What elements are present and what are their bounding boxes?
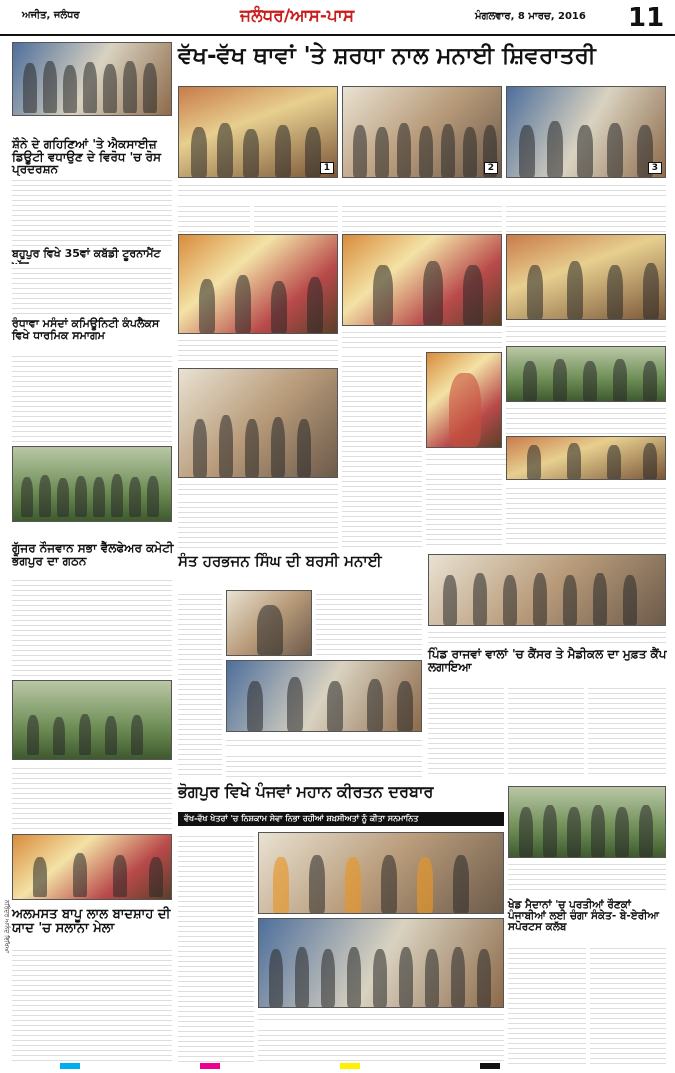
headline-barsi: ਸੰਤ ਹਰਭਜਨ ਸਿੰਘ ਦੀ ਬਰਸੀ ਮਨਾਈ: [178, 552, 382, 570]
shivratri-article-i: [506, 484, 666, 548]
shivratri-photo-7-caption: [178, 480, 338, 496]
left-article-mela: [12, 946, 172, 1064]
kirtan-photo-2: [258, 918, 504, 1008]
left-headline-gujjar: ਗੁੱਜਰ ਨੌਜਵਾਨ ਸਭਾ ਵੈੱਲਫੇਅਰ ਕਮੇਟੀ ਭੋਗਪੁਰ ਦਾ ਗਠਨ: [12, 541, 174, 568]
kirtan-photo-caption: [258, 1010, 504, 1024]
shivratri-article-c: [342, 202, 502, 232]
left-top-photo: [12, 42, 172, 116]
kirtan-subband: ਵੱਖ-ਵੱਖ ਖੇਤਰਾਂ 'ਚ ਨਿਸ਼ਕਾਮ ਸੇਵਾ ਨਿਭਾ ਰਹੀਆਂ ਸ਼ਖ਼ਸੀਅਤਾਂ ਨੂੰ ਕੀਤਾ ਸਨਮਾਨਿਤ: [178, 812, 504, 826]
shivratri-photo-5-caption: [342, 328, 502, 348]
shivratri-photo-3: 3: [506, 86, 666, 178]
left-photo-tournament-caption: [12, 764, 172, 830]
shivratri-photo-7: [178, 368, 338, 478]
headline-kirtan: ਭੋਗਪੁਰ ਵਿਖੇ ਪੰਜਵਾਂ ਮਹਾਨ ਕੀਰਤਨ ਦਰਬਾਰ: [178, 782, 434, 801]
shivratri-photo-1: 1: [178, 86, 338, 178]
sports-photo-caption: [508, 860, 666, 894]
left-article-excise: [12, 176, 172, 246]
registration-mark-yellow: [340, 1063, 360, 1069]
kirtan-article-a: [178, 832, 254, 1064]
shivratri-article-b: [254, 202, 338, 232]
barsi-photo-1: [226, 590, 312, 656]
left-article-randhawa: [12, 352, 172, 442]
barsi-article-c: [226, 752, 422, 778]
headline-camp: ਪਿੰਡ ਰਾਜਵਾਂ ਵਾਲਾਂ 'ਚ ਕੈਂਸਰ ਤੇ ਮੈਡੀਕਲ ਦਾ ਮੁਫ਼ਤ ਕੈਂਪ ਲਗਾਇਆ: [428, 647, 667, 674]
shivratri-photo-9: [506, 436, 666, 480]
side-strip: ਨਰਿੰਦਰ ਆਨੰਦ ਵਿਖਿਆ: [3, 900, 10, 954]
shivratri-photo-8: [506, 346, 666, 402]
registration-mark-cyan: [60, 1063, 80, 1069]
headline-sports: ਖੇਡ ਮੈਦਾਨਾਂ 'ਚ ਪਰਤੀਆਂ ਰੌਣਕਾਂ ਪੰਜਾਬੀਆਂ ਲਈ ਚੰਗਾ ਸੰਕੇਤ- ਬੇ-ਏਰੀਆ ਸਪੋਰਟਸ ਕਲੱਬ: [508, 899, 659, 934]
left-photo-gathering: [12, 446, 172, 522]
left-headline-excise: ਸ਼ੌਨੇ ਦੇ ਗਹਿਣਿਆਂ 'ਤੇ ਐਕਸਾਈਜ਼ ਡਿਊਟੀ ਵਧਾਉਣ ਦੇ ਵਿਰੋਧ 'ਚ ਰੋਸ ਪ੍ਰਦਰਸ਼ਨ: [12, 137, 162, 177]
camp-article-a: [428, 684, 504, 778]
shivratri-photo-4: [178, 234, 338, 334]
left-photo-gathering-caption: [12, 526, 172, 534]
barsi-photo-2: [226, 660, 422, 732]
main-headline: ਵੱਖ-ਵੱਖ ਥਾਵਾਂ 'ਤੇ ਸ਼ਰਧਾ ਨਾਲ ਮਨਾਈ ਸ਼ਿਵਰਾਤਰੀ: [178, 43, 596, 69]
left-headline-mela: ਅਲਮਸਤ ਬਾਪੂ ਲਾਲ ਬਾਦਸ਼ਾਹ ਦੀ ਯਾਦ 'ਚ ਸਲਾਨਾ ਮੇਲਾ: [12, 907, 171, 936]
masthead-date: ਮੰਗਲਵਾਰ, 8 ਮਾਰਚ, 2016: [475, 11, 586, 22]
shivratri-photo-4-caption: [178, 336, 338, 364]
left-headline-kabaddi: ਬਹੁਪੁਰ ਵਿਖੇ 35ਵਾਂ ਕਬੱਡੀ ਟੂਰਨਾਮੈਂਟ: [12, 247, 161, 260]
camp-photo: [428, 554, 666, 626]
left-article-kabaddi: [12, 264, 172, 314]
kirtan-photo-1: [258, 832, 504, 914]
camp-article-c: [588, 684, 666, 778]
shivratri-photo-6: [506, 234, 666, 320]
shivratri-photo-2: 2: [342, 86, 502, 178]
barsi-article-a: [178, 590, 222, 778]
left-article-gujjar: [12, 576, 172, 676]
left-top-caption: [12, 120, 172, 136]
registration-mark-magenta: [200, 1063, 220, 1069]
left-headline-randhawa: ਰੰਧਾਵਾ ਮਸੰਦਾਂ ਕਮਿਊਨਿਟੀ ਕੰਪਲੈਕਸ ਵਿਖੇ ਧਾਰਮਿਕ ਸਮਾਗਮ: [12, 317, 160, 342]
left-photo-tournament: [12, 680, 172, 760]
shivratri-article-f: [342, 352, 422, 548]
sports-article-a: [508, 944, 586, 1064]
shivratri-photo-6-caption: [506, 322, 666, 342]
shivratri-photo-row-caption: [178, 181, 666, 199]
kirtan-article-b: [258, 1026, 504, 1064]
masthead-section-title: ਜਲੰਧਰ/ਆਸ-ਪਾਸ: [240, 6, 355, 26]
barsi-photo-2-caption: [226, 736, 422, 750]
barsi-article-b: [316, 590, 422, 656]
page-number: 11: [628, 3, 665, 33]
camp-photo-caption: [428, 628, 666, 644]
shivratri-photo-5: [342, 234, 502, 326]
camp-article-b: [508, 684, 584, 778]
shivratri-photo-idol: [426, 352, 502, 448]
registration-mark-black: [480, 1063, 500, 1069]
left-photo-mela: [12, 834, 172, 900]
masthead: [0, 0, 675, 36]
sports-photo: [508, 786, 666, 858]
shivratri-article-d: [506, 202, 666, 232]
sports-article-b: [590, 944, 666, 1064]
masthead-publication: ਅਜੀਤ, ਜਲੰਧਰ: [22, 10, 80, 21]
shivratri-article-h: [506, 404, 666, 434]
shivratri-article-a: [178, 202, 250, 232]
shivratri-article-g: [426, 470, 502, 548]
shivratri-article-e: [178, 498, 338, 548]
